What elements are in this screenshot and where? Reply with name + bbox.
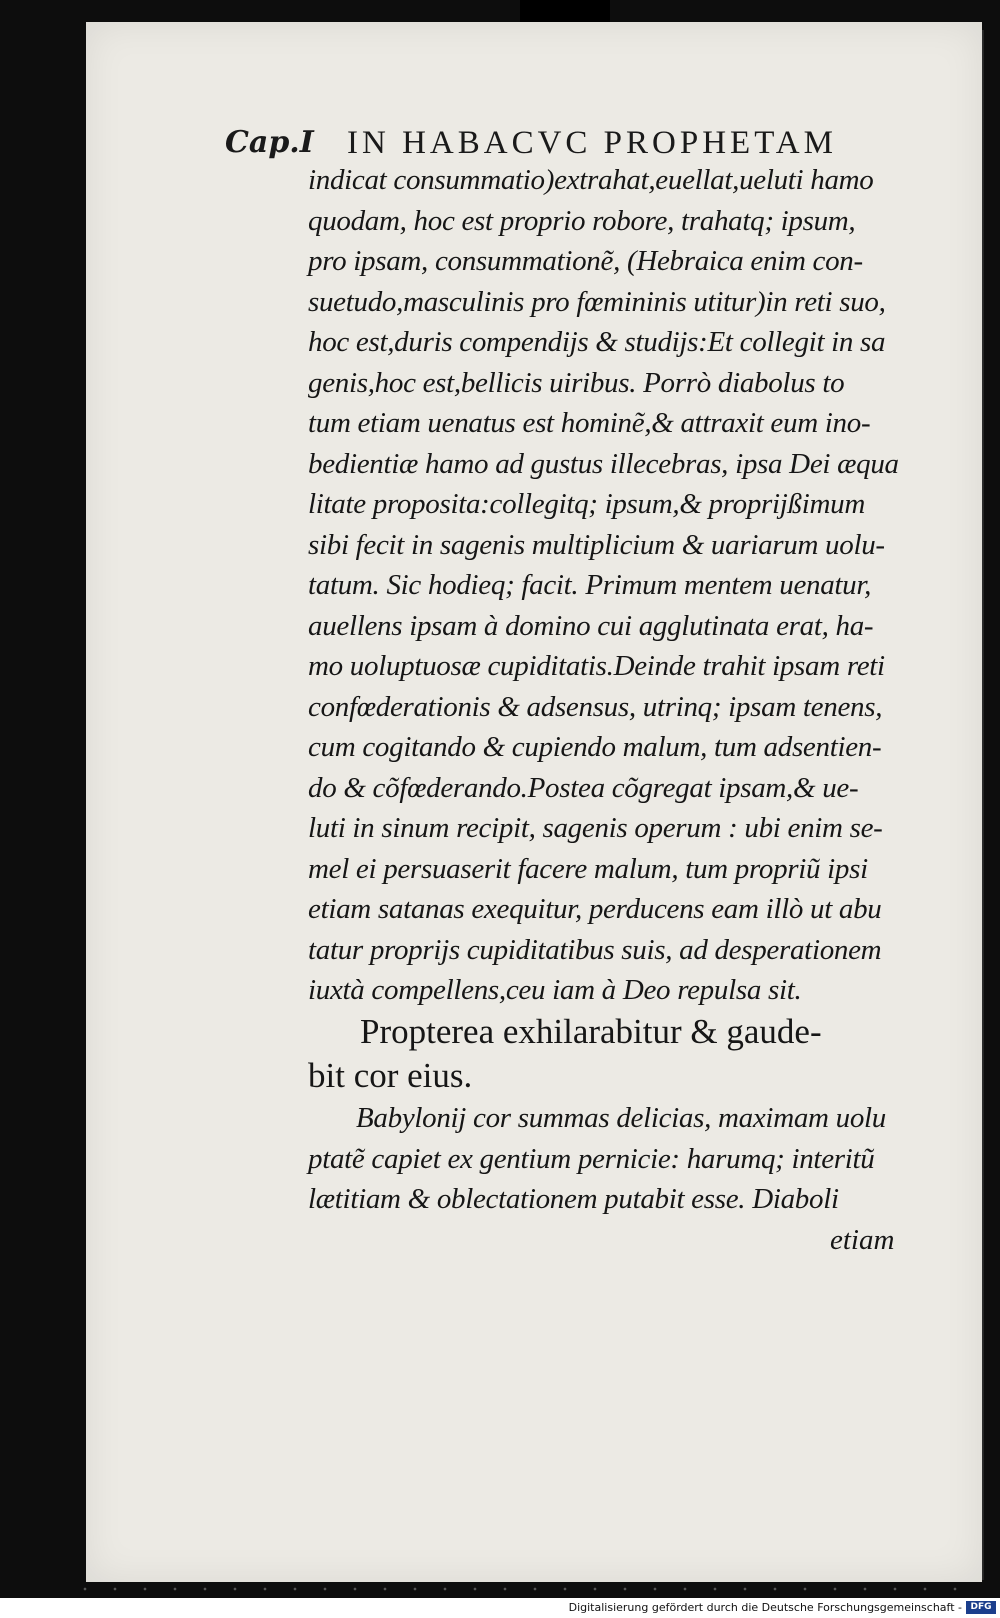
dfg-logo: DFG — [966, 1601, 996, 1614]
scan-ruler-dots — [70, 1586, 970, 1592]
text-line: cum cogitando & cupiendo malum, tum adsentien- — [308, 731, 882, 763]
text-line: quodam, hoc est proprio robore, trahatq; ipsum, — [308, 204, 856, 237]
text-line: tatur proprijs cupiditatibus suis, ad desperationem — [308, 933, 882, 966]
text-line: auellens ipsam à domino cui agglutinata erat, ha- — [308, 609, 874, 642]
running-title: IN HABACVC PROPHETAM — [347, 125, 837, 161]
text-line: iuxtà compellens,ceu iam à Deo repulsa sit. — [308, 974, 802, 1006]
text-line: Propterea exhilarabitur & gaude- — [360, 1012, 822, 1051]
commentary-text — [308, 1098, 908, 1220]
scan-clip-shadow — [520, 0, 610, 22]
lemma-verse — [308, 1010, 908, 1098]
text-line: mel ei persuaserit facere malum, tum propriũ ipsi — [308, 852, 868, 885]
text-line: indicat consummatio)extrahat,euellat,ueluti hamo — [308, 164, 874, 196]
text-line: pro ipsam, consummationẽ, (Hebraica enim con- — [308, 245, 863, 277]
chapter-label: Cap.I — [225, 125, 314, 160]
text-line: etiam satanas exequitur, perducens eam illò ut abu — [308, 893, 882, 925]
text-line: ptatẽ capiet ex gentium pernicie: harumq; interitũ — [308, 1142, 875, 1175]
text-line: genis,hoc est,bellicis uiribus. Porrò diabolus to — [308, 366, 845, 399]
text-line: bit cor eius. — [308, 1056, 473, 1095]
text-line: suetudo,masculinis pro fœmininis utitur)in reti suo, — [308, 285, 886, 318]
text-line: bedientiæ hamo ad gustus illecebras, ipsa Dei æqua — [308, 447, 899, 480]
text-line: mo uoluptuosæ cupiditatis.Deinde trahit ipsam reti — [308, 650, 885, 682]
text-line: tatum. Sic hodieq; facit. Primum mentem uenatur, — [308, 569, 872, 601]
text-line: do & cõfœderando.Postea cõgregat ipsam,& ue- — [308, 771, 859, 804]
body-text — [308, 160, 908, 1011]
text-line: hoc est,duris compendijs & studijs:Et collegit in sa — [308, 326, 886, 358]
text-line: luti in sinum recipit, sagenis operum : ubi enim se- — [308, 812, 883, 844]
text-line: confœderationis & adsensus, utrinq; ipsam tenens, — [308, 690, 883, 723]
text-line: tum etiam uenatus est hominẽ,& attraxit eum ino- — [308, 407, 871, 439]
text-line: sibi fecit in sagenis multiplicium & uariarum uolu- — [308, 528, 885, 561]
text-line: lætitiam & oblectationem putabit esse. Diaboli — [308, 1183, 839, 1215]
text-line: Babylonij cor summas delicias, maximam uolu — [356, 1102, 886, 1134]
text-line: litate proposita:collegitq; ipsum,& proprijßimum — [308, 488, 865, 520]
catchword: etiam — [830, 1224, 895, 1256]
footer-credit: Digitalisierung gefördert durch die Deutsche Forschungsgemeinschaft - — [568, 1601, 962, 1614]
